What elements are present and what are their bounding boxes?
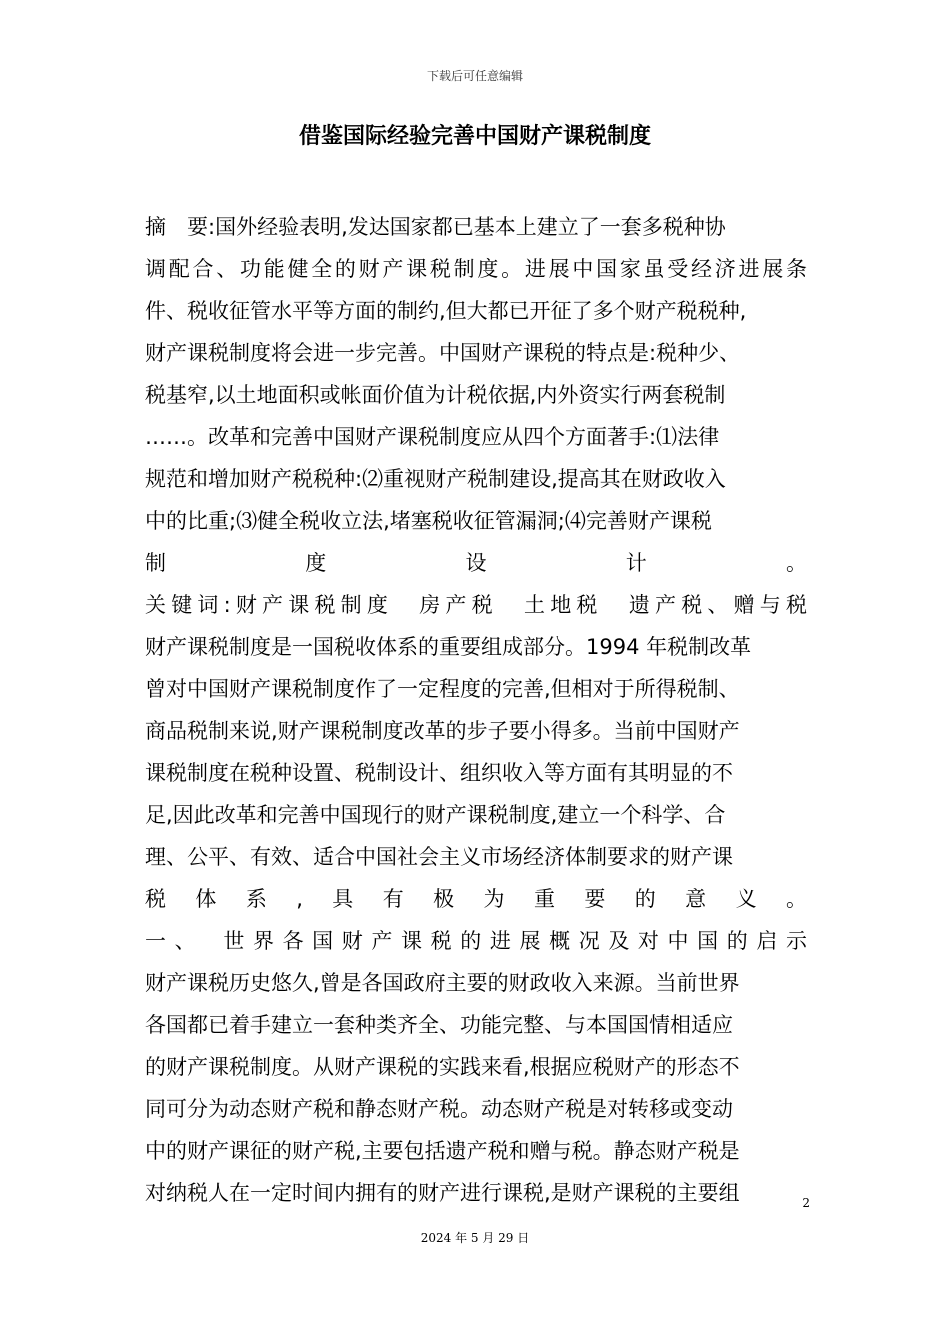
section-heading: 一、 世界各国财产课税的进展概况及对中国的启示 [145, 929, 807, 953]
body-line: 规范和增加财产税税种:⑵重视财产税制建设,提高其在财政收入 [145, 467, 726, 491]
body-line: 各国都已着手建立一套种类齐全、功能完整、与本国国情相适应 [145, 1013, 733, 1037]
body-line: 财产课税制度是一国税收体系的重要组成部分。1994 年税制改革 [145, 635, 752, 659]
document-body [145, 206, 807, 1214]
document-title: 借鉴国际经验完善中国财产课税制度 [298, 124, 651, 149]
body-line: 中的比重;⑶健全税收立法,堵塞税收征管漏洞;⑷完善财产课税 [145, 509, 712, 533]
page-number: 2 [802, 1196, 810, 1210]
body-line: 课税制度在税种设置、税制设计、组织收入等方面有其明显的不 [145, 761, 733, 785]
footer-date: 2024 年 5 月 29 日 [420, 1231, 530, 1245]
body-line: 调配合、功能健全的财产课税制度。进展中国家虽受经济进展条 [145, 257, 807, 281]
body-line: 足,因此改革和完善中国现行的财产课税制度,建立一个科学、合 [145, 803, 726, 827]
body-line: 财产课税制度将会进一步完善。中国财产课税的特点是:税种少、 [145, 341, 741, 365]
body-line: 同可分为动态财产税和静态财产税。动态财产税是对转移或变动 [145, 1097, 733, 1121]
body-line: 件、税收征管水平等方面的制约,但大都已开征了多个财产税税种, [145, 299, 747, 323]
body-line: 曾对中国财产课税制度作了一定程度的完善,但相对于所得税制、 [145, 677, 740, 701]
body-line: 中的财产课征的财产税,主要包括遗产税和赠与税。静态财产税是 [145, 1139, 740, 1163]
body-line: 商品税制来说,财产课税制度改革的步子要小得多。当前中国财产 [145, 719, 740, 743]
body-line: 对纳税人在一定时间内拥有的财产进行课税,是财产课税的主要组 [145, 1181, 740, 1205]
keywords-line: 关键词:财产课税制度 房产税 土地税 遗产税、赠与税 [145, 593, 807, 617]
body-line: 财产课税历史悠久,曾是各国政府主要的财政收入来源。当前世界 [145, 971, 740, 995]
header-note: 下载后可任意编辑 [426, 69, 523, 83]
body-line: 摘 要:国外经验表明,发达国家都已基本上建立了一套多税种协 [145, 215, 726, 239]
body-line: 理、公平、有效、适合中国社会主义市场经济体制要求的财产课 [145, 845, 733, 869]
body-line: 税 体 系 , 具 有 极 为 重 要 的 意 义 。 [145, 887, 807, 911]
body-line: ……。改革和完善中国财产课税制度应从四个方面著手:⑴法律 [145, 425, 720, 449]
body-line: 的财产课税制度。从财产课税的实践来看,根据应税财产的形态不 [145, 1055, 740, 1079]
body-line: 税基窄,以土地面积或帐面价值为计税依据,内外资实行两套税制 [145, 383, 726, 407]
body-line: 制 度 设 计 。 [145, 551, 807, 575]
